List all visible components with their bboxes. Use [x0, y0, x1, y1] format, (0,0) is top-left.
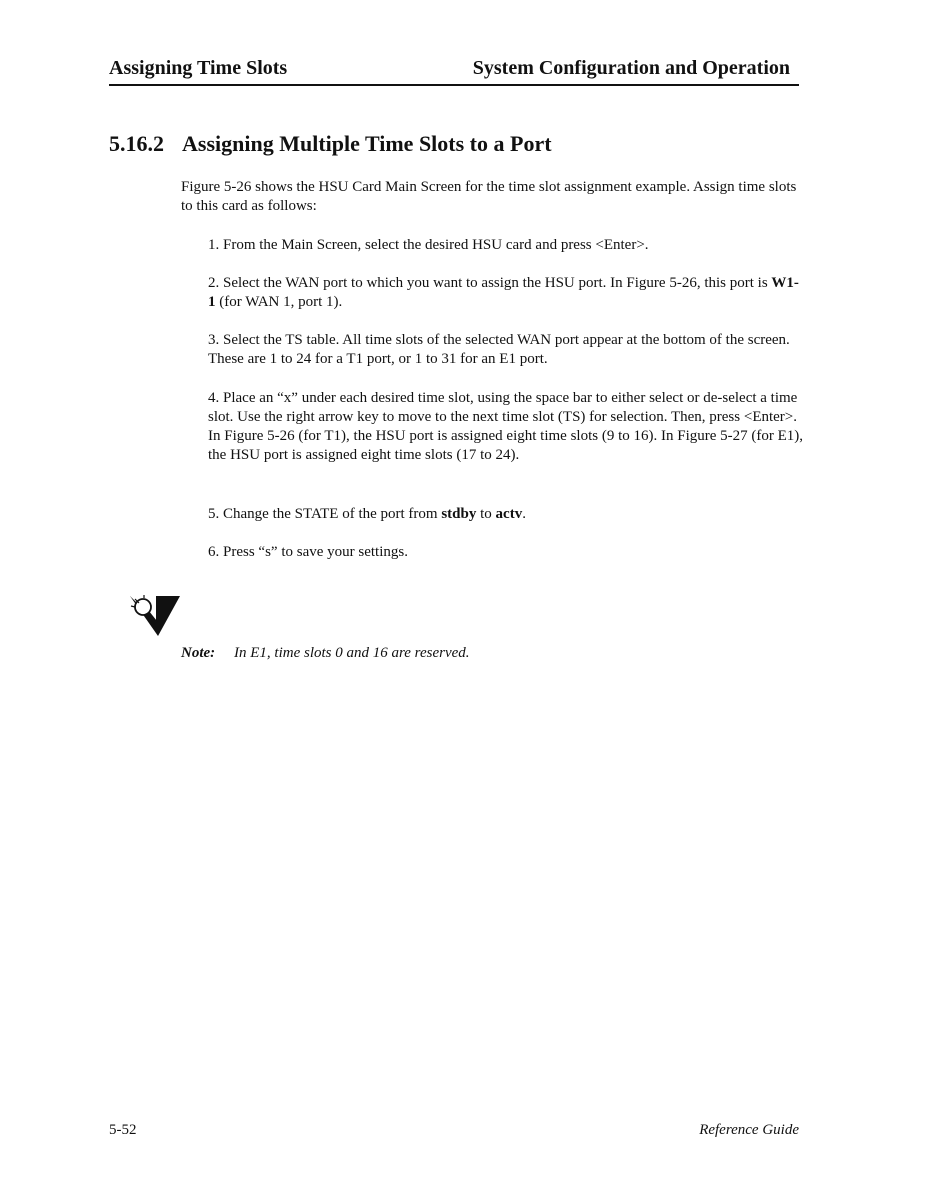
step-5-state-from: stdby: [441, 506, 477, 522]
note-label: Note:: [181, 645, 216, 661]
section-number: 5.16.2: [109, 131, 164, 156]
step-5-text-end: .: [522, 506, 526, 522]
section-title: Assigning Multiple Time Slots to a Port: [182, 131, 552, 156]
step-3: 3. Select the TS table. All time slots of the selected WAN port appear at the bottom of the screen. These are 1 to 24 for a T1 port, or 1 to 31 for an E1 port.: [208, 332, 790, 367]
section-heading: [109, 130, 552, 158]
step-5-text-mid: to: [476, 506, 496, 522]
step-6: 6. Press “s” to save your settings.: [208, 544, 408, 560]
step-2: [208, 274, 804, 312]
step-2-text: 2. Select the WAN port to which you want to assign the HSU port. In Figure 5-26, this port is: [208, 275, 772, 291]
step-4: 4. Place an “x” under each desired time slot, using the space bar to either select or de-select a time slot. Use the right arrow key to move to the next time slot (TS) for selection. Then, press <Enter>. In Figure 5-26 (for T1), the HSU port is assigned eight time slots (9 to 16). In Figure 5-27 (for E1), the HSU port is assigned eight time slots (17 to 24).: [208, 390, 804, 463]
header-chapter-title: Assigning Time Slots: [109, 57, 288, 79]
step-5: [208, 505, 804, 524]
page-number: 5-52: [109, 1122, 137, 1138]
footer-guide-title: Reference Guide: [699, 1122, 799, 1138]
page-header: [109, 56, 799, 86]
lightbulb-note-icon: [126, 592, 182, 640]
step-1: 1. From the Main Screen, select the desired HSU card and press <Enter>.: [208, 237, 649, 253]
step-2-port: W1-1: [208, 275, 799, 310]
note-text: In E1, time slots 0 and 16 are reserved.: [234, 645, 470, 661]
step-5-text: 5. Change the STATE of the port from: [208, 506, 442, 522]
intro-paragraph: Figure 5-26 shows the HSU Card Main Screen for the time slot assignment example. Assign time slots to this card as follows:: [181, 179, 797, 214]
note: [181, 644, 470, 663]
step-5-state-to: actv: [495, 506, 523, 522]
step-2-text-end: (for WAN 1, port 1).: [215, 294, 343, 310]
header-section-title: System Configuration and Operation: [472, 57, 790, 79]
